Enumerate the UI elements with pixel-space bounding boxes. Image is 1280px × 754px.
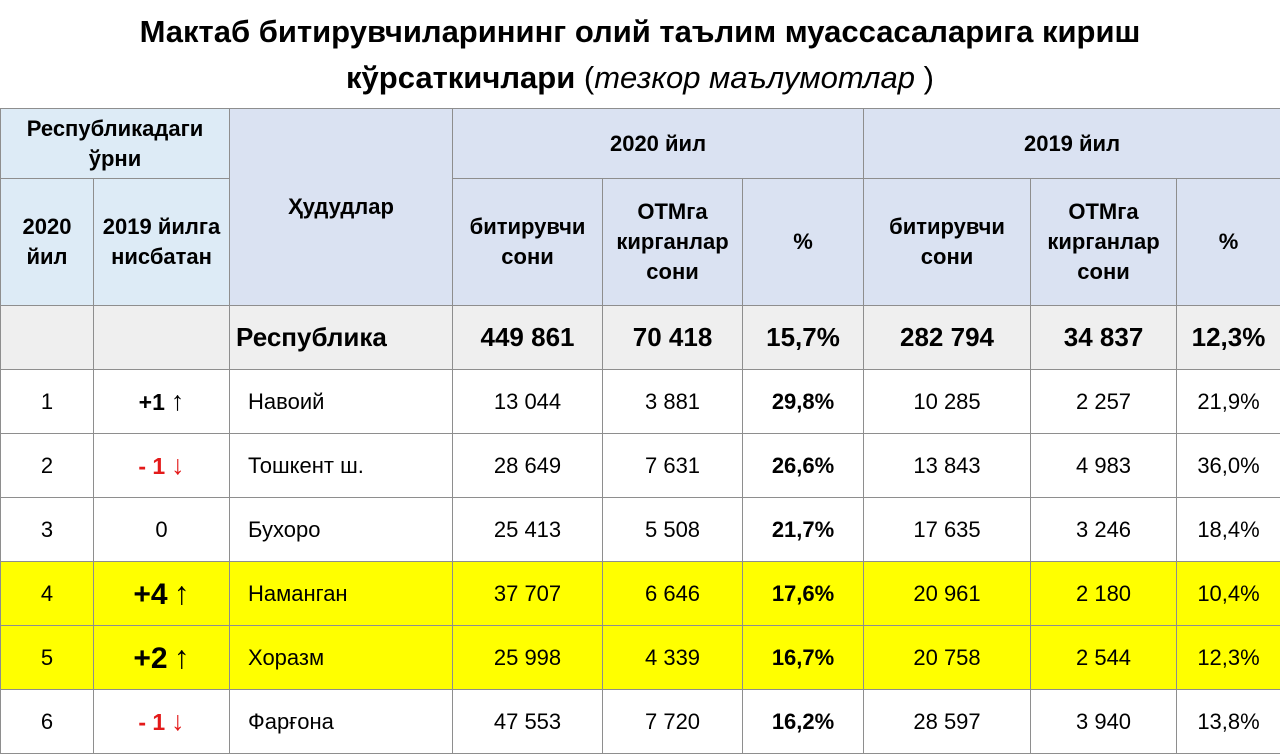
region-name: Тошкент ш. xyxy=(230,434,453,498)
table-row xyxy=(1,498,1280,562)
header-percent-2019: % xyxy=(1177,179,1280,306)
rank-change: - 1 ↓ xyxy=(138,453,184,479)
rank-cell: 6 xyxy=(1,690,94,754)
header-year-2019: 2019 йил xyxy=(864,109,1280,179)
graduates-2020: 25 998 xyxy=(453,626,603,690)
admitted-2020: 5 508 xyxy=(603,498,743,562)
header-admitted-2019: ОТМга кирганлар сони xyxy=(1031,179,1177,306)
header-graduates-2019: битирувчи сони xyxy=(864,179,1031,306)
title-line-2-italic: тезкор маълумотлар xyxy=(594,60,915,95)
table-row xyxy=(1,370,1280,434)
graduates-2019: 28 597 xyxy=(864,690,1031,754)
percent-2019: 13,8% xyxy=(1177,690,1280,754)
republic-percent-2019: 12,3% xyxy=(1177,306,1280,370)
header-region: Ҳудудлар xyxy=(230,109,453,306)
header-year-2020: 2020 йил xyxy=(453,109,864,179)
admitted-2019: 2 257 xyxy=(1031,370,1177,434)
graduates-2020: 25 413 xyxy=(453,498,603,562)
republic-graduates-2019: 282 794 xyxy=(864,306,1031,370)
rank-cell: 5 xyxy=(1,626,94,690)
title-close-paren: ) xyxy=(915,60,934,95)
change-cell: 0 xyxy=(94,498,230,562)
change-cell xyxy=(94,562,230,626)
table-row xyxy=(1,562,1280,626)
admitted-2020: 7 631 xyxy=(603,434,743,498)
republic-change-cell xyxy=(94,306,230,370)
rank-cell: 1 xyxy=(1,370,94,434)
title-line-1: Мактаб битирувчиларининг олий таълим муассасаларига кириш xyxy=(0,12,1280,52)
republic-rank-cell xyxy=(1,306,94,370)
region-name: Фарғона xyxy=(230,690,453,754)
change-cell xyxy=(94,626,230,690)
rank-cell: 2 xyxy=(1,434,94,498)
republic-row xyxy=(1,306,1280,370)
republic-admitted-2019: 34 837 xyxy=(1031,306,1177,370)
admitted-2020: 6 646 xyxy=(603,562,743,626)
percent-2020: 17,6% xyxy=(743,562,864,626)
percent-2019: 36,0% xyxy=(1177,434,1280,498)
percent-2020: 26,6% xyxy=(743,434,864,498)
table-row xyxy=(1,690,1280,754)
graduates-2020: 13 044 xyxy=(453,370,603,434)
arrow-down-icon: ↓ xyxy=(171,450,185,481)
percent-2019: 12,3% xyxy=(1177,626,1280,690)
header-position-2020: 2020 йил xyxy=(1,179,94,306)
percent-2020: 16,7% xyxy=(743,626,864,690)
title-line-2-bold: кўрсаткичлари xyxy=(346,60,575,95)
title-open-paren: ( xyxy=(575,60,594,95)
graduates-2019: 13 843 xyxy=(864,434,1031,498)
admitted-2019: 4 983 xyxy=(1031,434,1177,498)
admitted-2019: 3 246 xyxy=(1031,498,1177,562)
header-position-group: Республикадаги ўрни xyxy=(1,109,230,179)
percent-2020: 16,2% xyxy=(743,690,864,754)
arrow-up-icon: ↑ xyxy=(174,639,190,676)
change-cell xyxy=(94,370,230,434)
title-line-2 xyxy=(0,56,1280,100)
percent-2019: 21,9% xyxy=(1177,370,1280,434)
rank-change: +2 ↑ xyxy=(133,642,189,675)
region-name: Хоразм xyxy=(230,626,453,690)
graduates-2019: 20 758 xyxy=(864,626,1031,690)
republic-graduates-2020: 449 861 xyxy=(453,306,603,370)
ranking-table xyxy=(0,108,1280,754)
arrow-up-icon: ↑ xyxy=(174,575,190,612)
graduates-2019: 17 635 xyxy=(864,498,1031,562)
percent-2019: 10,4% xyxy=(1177,562,1280,626)
admitted-2019: 2 544 xyxy=(1031,626,1177,690)
republic-admitted-2020: 70 418 xyxy=(603,306,743,370)
header-admitted-2020: ОТМга кирганлар сони xyxy=(603,179,743,306)
table-row xyxy=(1,626,1280,690)
graduates-2019: 20 961 xyxy=(864,562,1031,626)
rank-cell: 4 xyxy=(1,562,94,626)
rank-change: +4 ↑ xyxy=(133,578,189,611)
rank-cell: 3 xyxy=(1,498,94,562)
header-position-change: 2019 йилга нисбатан xyxy=(94,179,230,306)
rank-change: - 1 ↓ xyxy=(138,709,184,735)
arrow-down-icon: ↓ xyxy=(171,706,185,737)
region-name: Навоий xyxy=(230,370,453,434)
graduates-2020: 37 707 xyxy=(453,562,603,626)
page-title xyxy=(0,0,1280,107)
region-name: Бухоро xyxy=(230,498,453,562)
republic-percent-2020: 15,7% xyxy=(743,306,864,370)
header-percent-2020: % xyxy=(743,179,864,306)
region-name: Наманган xyxy=(230,562,453,626)
admitted-2020: 7 720 xyxy=(603,690,743,754)
admitted-2020: 3 881 xyxy=(603,370,743,434)
change-cell xyxy=(94,690,230,754)
admitted-2020: 4 339 xyxy=(603,626,743,690)
table-row xyxy=(1,434,1280,498)
admitted-2019: 2 180 xyxy=(1031,562,1177,626)
percent-2020: 21,7% xyxy=(743,498,864,562)
percent-2019: 18,4% xyxy=(1177,498,1280,562)
percent-2020: 29,8% xyxy=(743,370,864,434)
header-graduates-2020: битирувчи сони xyxy=(453,179,603,306)
admitted-2019: 3 940 xyxy=(1031,690,1177,754)
rank-change: +1 ↑ xyxy=(139,389,185,415)
change-cell xyxy=(94,434,230,498)
graduates-2020: 28 649 xyxy=(453,434,603,498)
arrow-up-icon: ↑ xyxy=(171,386,185,417)
graduates-2020: 47 553 xyxy=(453,690,603,754)
republic-name: Республика xyxy=(230,306,453,370)
graduates-2019: 10 285 xyxy=(864,370,1031,434)
